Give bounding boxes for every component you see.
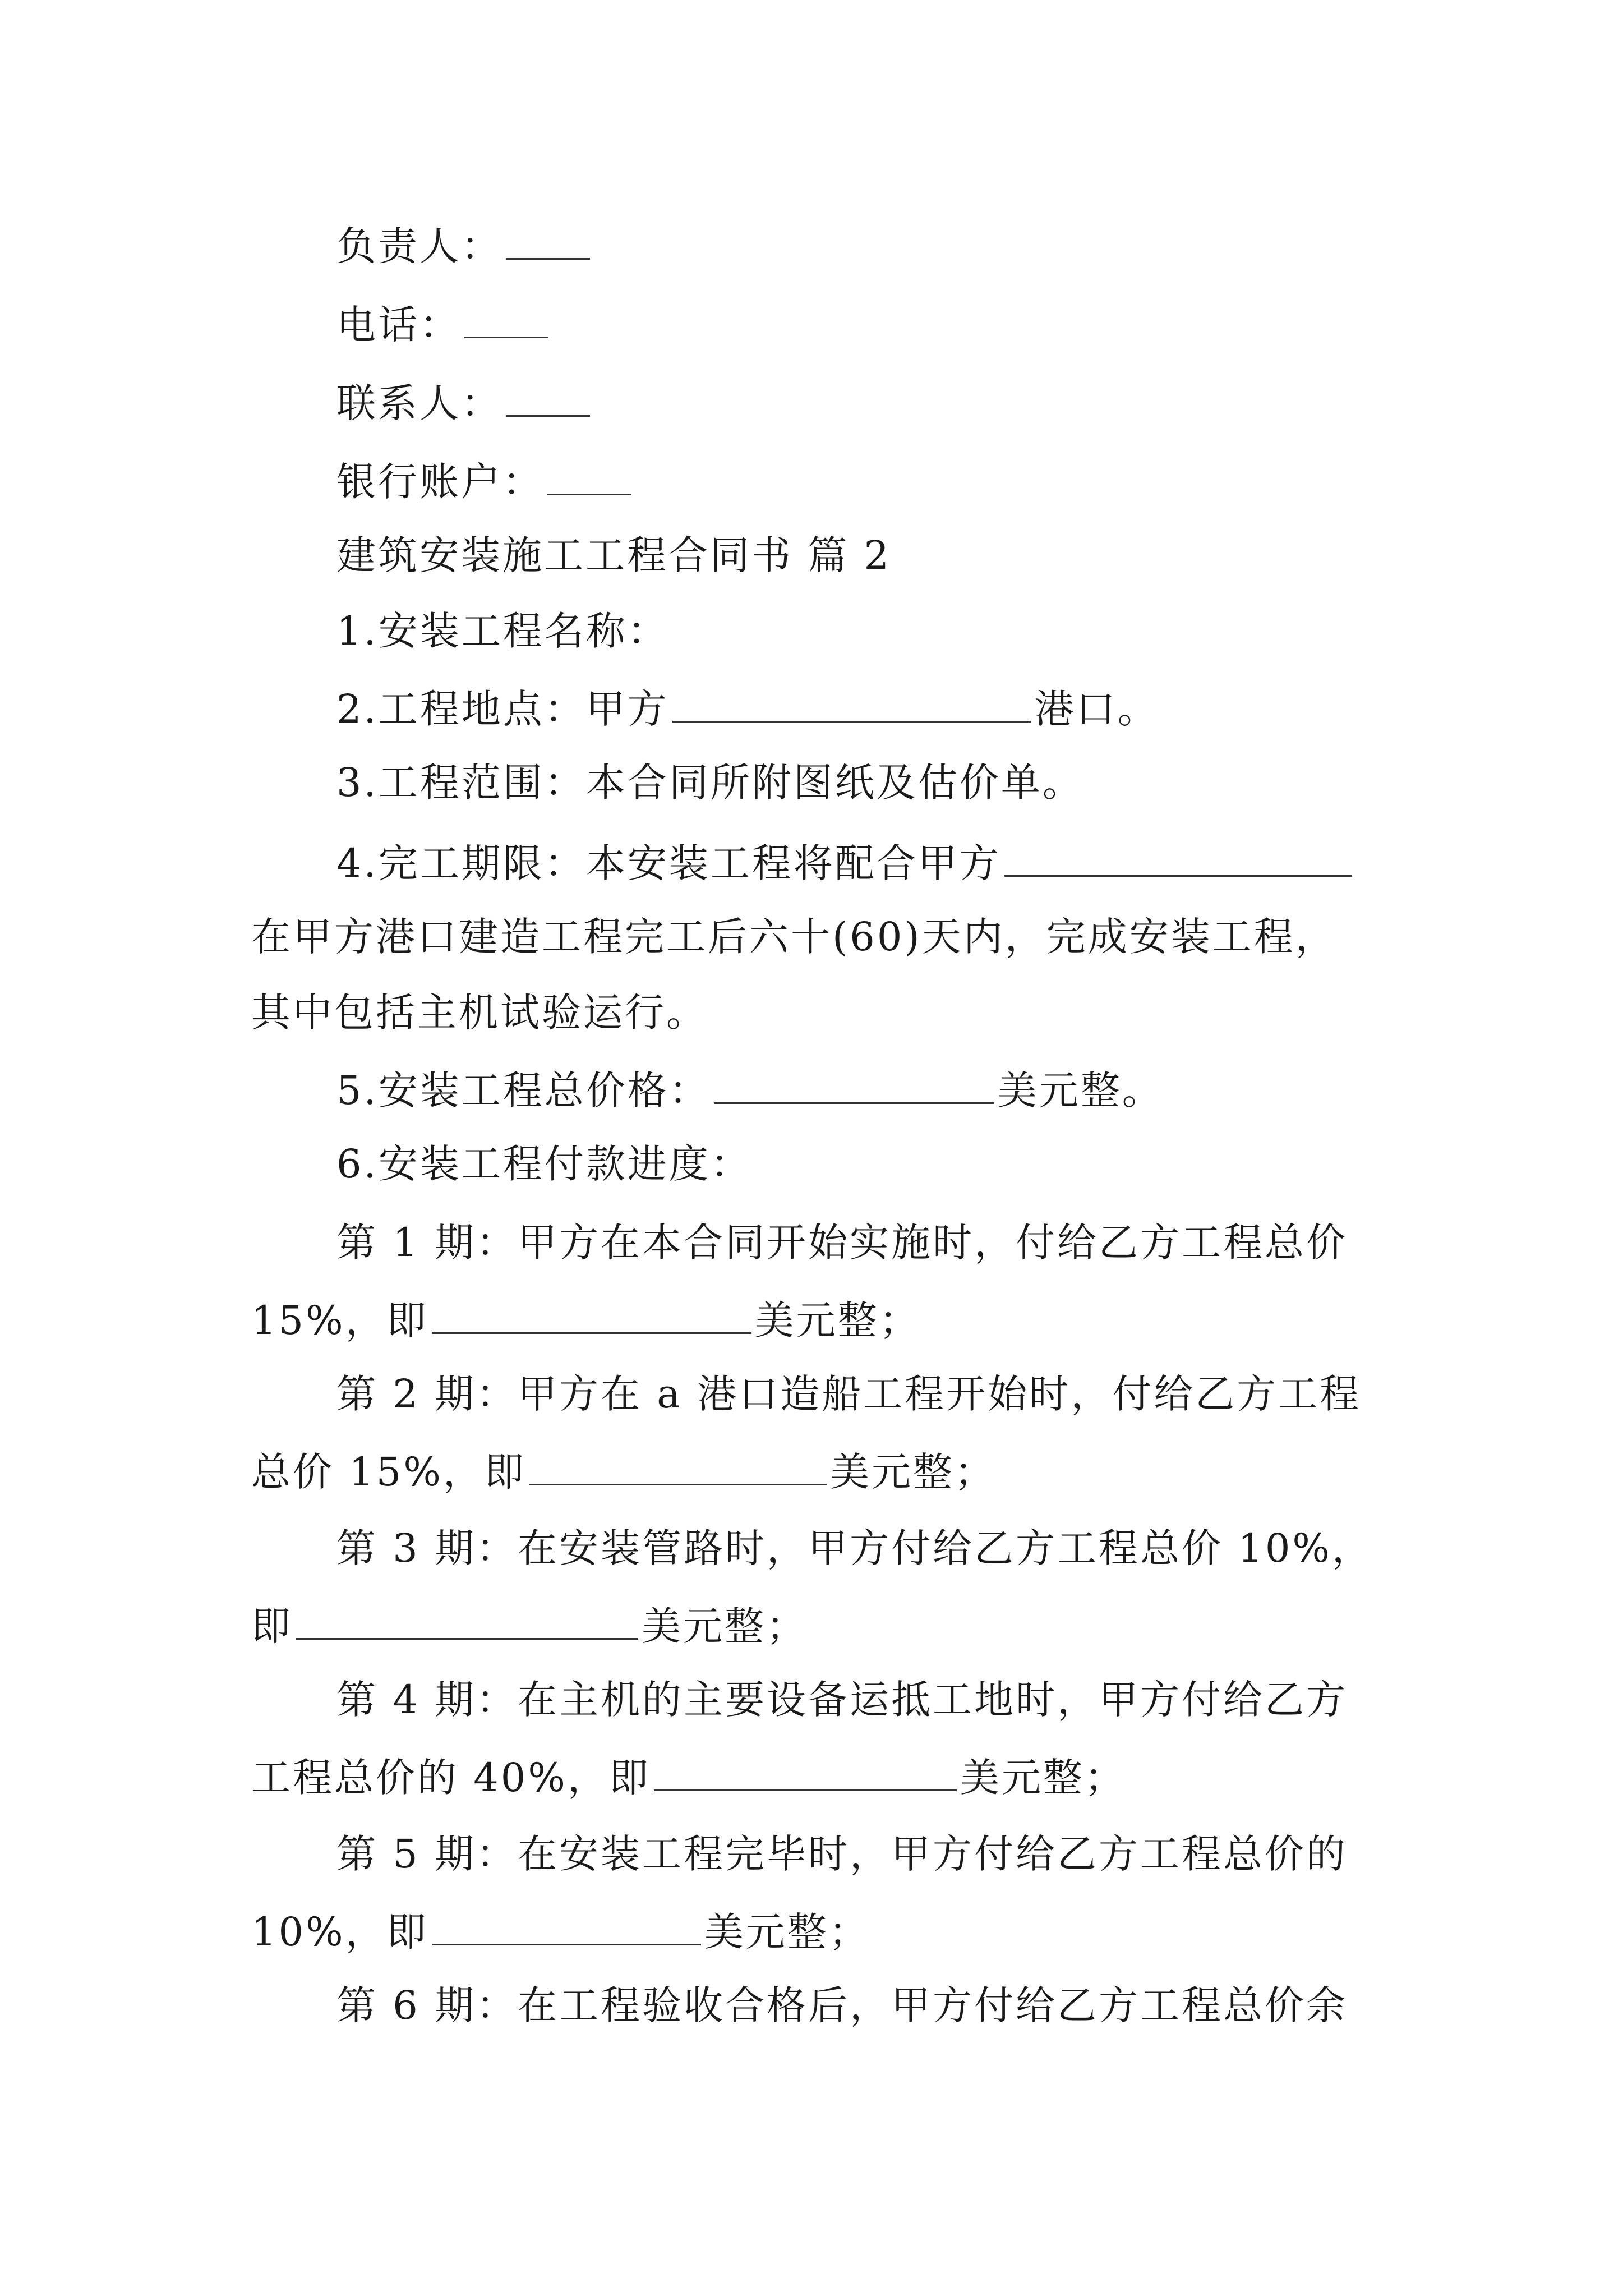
manager-blank — [506, 224, 590, 260]
payment-3-line-1: 第 3 期：在安装管路时，甲方付给乙方工程总价 10%， — [336, 1525, 1373, 1571]
payment-5-line-1: 第 5 期：在安装工程完毕时，甲方付给乙方工程总价的 — [336, 1831, 1348, 1877]
item-5-prefix: 5.安装工程总价格： — [336, 1068, 711, 1114]
item-6: 6.安装工程付款进度： — [336, 1141, 752, 1187]
payment-1-blank — [432, 1299, 751, 1334]
payment-5-suffix: 美元整； — [704, 1909, 870, 1955]
item-5-suffix: 美元整。 — [997, 1068, 1164, 1114]
payment-6-line-1: 第 6 期：在工程验收合格后，甲方付给乙方工程总价余 — [336, 1982, 1348, 2028]
item-4-text: 4.完工期限：本安装工程将配合甲方 — [336, 840, 1001, 886]
payment-3-line-2 — [251, 1603, 1395, 1649]
item-4-line-1 — [336, 840, 1396, 886]
payment-4-line-2 — [251, 1755, 1395, 1801]
contact-person-blank — [506, 381, 590, 417]
payment-4-prefix: 工程总价的 40%，即 — [251, 1755, 651, 1801]
bank-account-label: 银行账户： — [336, 459, 544, 505]
section-title: 建筑安装施工工程合同书 篇 2 — [336, 532, 892, 578]
item-4-blank — [1004, 841, 1352, 877]
item-5-blank — [714, 1069, 994, 1104]
item-4-line-2: 在甲方港口建造工程完工后六十(60)天内，完成安装工程， — [251, 914, 1337, 960]
item-4-line-3: 其中包括主机试验运行。 — [251, 990, 708, 1036]
payment-1-suffix: 美元整； — [754, 1297, 921, 1343]
payment-2-prefix: 总价 15%，即 — [251, 1449, 526, 1495]
payment-2-line-2 — [251, 1449, 1395, 1495]
payment-4-suffix: 美元整； — [960, 1755, 1126, 1801]
contact-person-line — [336, 380, 1396, 426]
item-3: 3.工程范围：本合同所附图纸及估价单。 — [336, 760, 1084, 806]
item-2-suffix: 港口。 — [1034, 686, 1159, 732]
bank-account-line — [336, 459, 1396, 505]
manager-line — [336, 223, 1396, 269]
phone-label: 电话： — [336, 302, 461, 348]
payment-5-prefix: 10%，即 — [251, 1909, 428, 1955]
payment-2-blank — [529, 1450, 827, 1485]
item-5 — [336, 1068, 1396, 1114]
manager-label: 负责人： — [336, 223, 502, 269]
payment-2-line-1: 第 2 期：甲方在 a 港口造船工程开始时，付给乙方工程 — [336, 1371, 1362, 1417]
payment-1-line-1: 第 1 期：甲方在本合同开始实施时，付给乙方工程总价 — [336, 1220, 1348, 1266]
item-2-prefix: 2.工程地点：甲方 — [336, 686, 669, 732]
payment-3-prefix: 即 — [251, 1603, 293, 1649]
payment-5-line-2 — [251, 1909, 1395, 1955]
payment-1-prefix: 15%，即 — [251, 1297, 428, 1343]
phone-line — [336, 302, 1396, 348]
item-2-blank — [672, 687, 1031, 723]
bank-account-blank — [547, 460, 631, 495]
payment-3-blank — [296, 1604, 638, 1640]
phone-blank — [464, 303, 548, 338]
payment-4-line-1: 第 4 期：在主机的主要设备运抵工地时，甲方付给乙方 — [336, 1677, 1348, 1723]
contact-person-label: 联系人： — [336, 380, 502, 426]
item-2 — [336, 686, 1396, 732]
payment-1-line-2 — [251, 1297, 1395, 1343]
payment-4-blank — [654, 1756, 957, 1791]
payment-3-suffix: 美元整； — [642, 1603, 808, 1649]
item-1: 1.安装工程名称： — [336, 608, 669, 654]
payment-5-blank — [432, 1910, 701, 1945]
payment-2-suffix: 美元整； — [829, 1449, 996, 1495]
